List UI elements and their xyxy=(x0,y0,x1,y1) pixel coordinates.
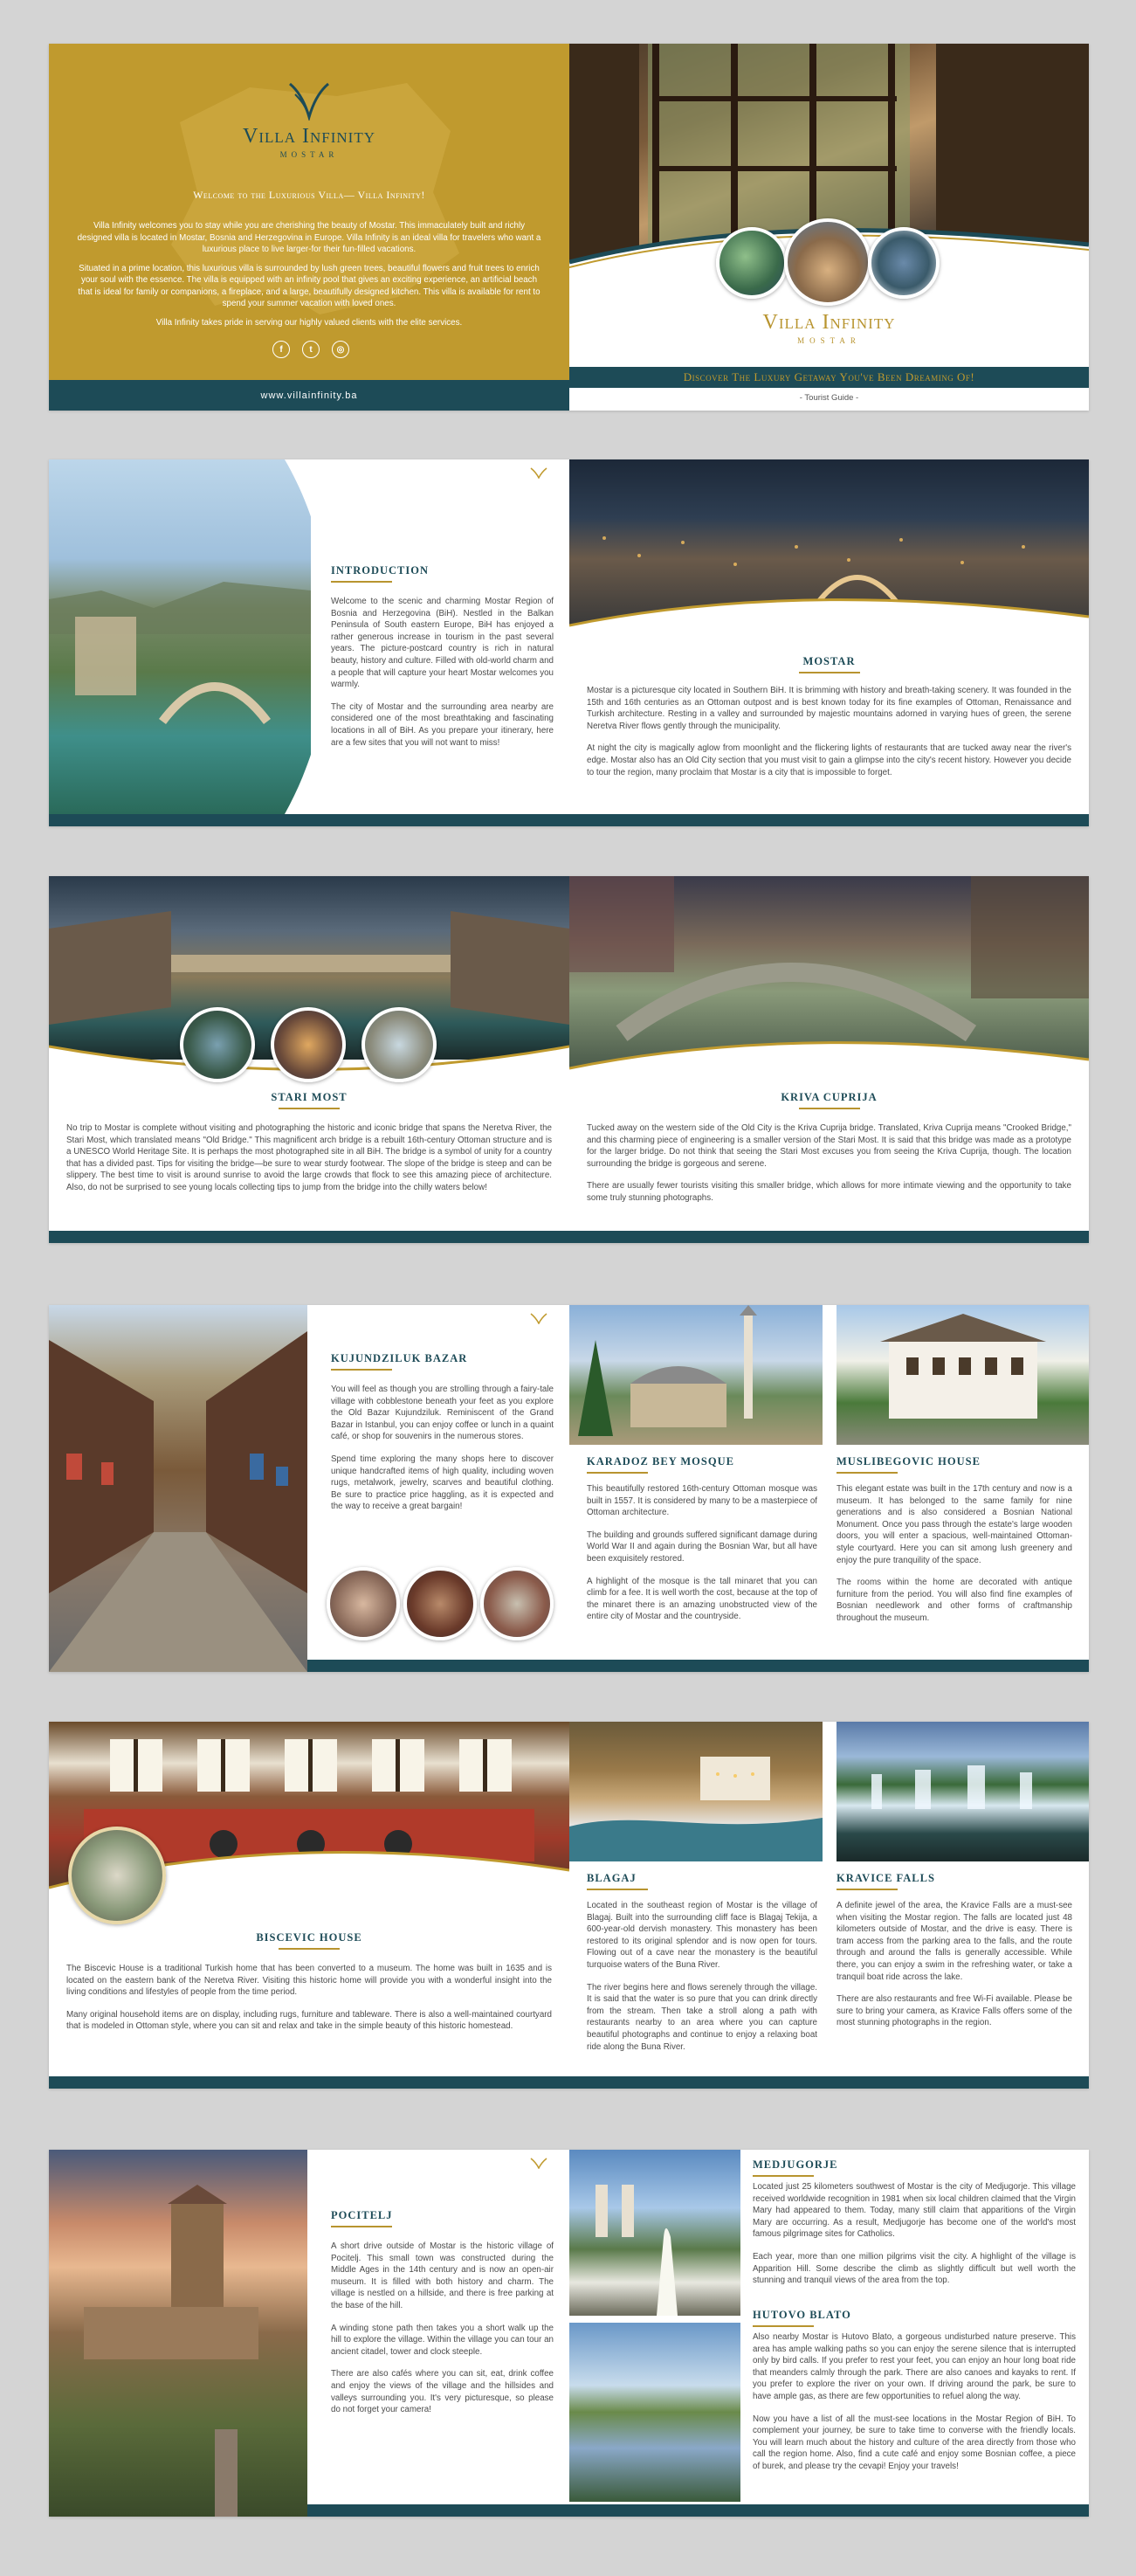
biscevic-title: BISCEVIC HOUSE xyxy=(49,1931,569,1950)
stari-most-circle-photo xyxy=(180,1007,255,1082)
muslibegovic-house-photo xyxy=(837,1305,1089,1445)
bazar-paragraph: Spend time exploring the many shops here to discover unique handcrafted items of high quality, including woven rugs, metalwork, jewelry, scarves and beautiful clothing. Be sure to practice price haggling, as it is expected and the way to receive a great bargain! xyxy=(331,1454,554,1512)
karadoz-title: KARADOZ BEY MOSQUE xyxy=(587,1455,734,1474)
biscevic-paragraph: The Biscevic House is a traditional Turkish home that has been converted to a museum. The home was built in 1635 and is located on the eastern bank of the Neretva River. Visiting this historic home will provide you with a wonderful insight into the living conditions and lifestyles of people from the time period. xyxy=(66,1964,552,1998)
bazar-street-photo xyxy=(49,1305,307,1672)
pocitelj-title: POCITELJ xyxy=(331,2209,393,2227)
intro-paragraph: The city of Mostar and the surrounding area nearby are considered one of the most breathtaking and fascinating locations in all of BiH. As you prepare your itinerary, here are a few sites that you will not want to miss! xyxy=(331,701,554,748)
brand-sub-large: MOSTAR xyxy=(797,336,861,345)
logo-icon xyxy=(529,2157,548,2169)
mostar-paragraph: At night the city is magically aglow from moonlight and the flickering lights of restaurants that are tucked away near the river's edge. Mostar also has an Old City section that you must visit to gain a glimpse into the city's recent history. However you decide to tour the region, many proclaim that Mostar is a city that is impossible to forget. xyxy=(587,743,1071,777)
cover-right-panel xyxy=(569,44,1089,411)
cover-brand-title xyxy=(569,311,1089,345)
blagaj-photo xyxy=(569,1722,823,1861)
stari-most-circle-photo xyxy=(361,1007,437,1082)
intro-paragraph: Welcome to the scenic and charming Mostar Region of Bosnia and Herzegovina (BiH). Nestled in the Balkan Peninsula of South eastern Europe, BiH has enjoyed a rather generous increase in tourism in the past several years. The picture-postcard country is rich in natural beauty, history and culture. Filled with old-world charm and a people that will capture your heart Mostar welcomes you warmly. xyxy=(331,597,554,690)
karadoz-mosque-photo xyxy=(569,1305,823,1445)
tagline: Discover The Luxury Getaway You've Been Dreaming Of! xyxy=(683,370,975,383)
karadoz-paragraph: The building and grounds suffered significant damage during World War II and again during the Bosnian War, but all have been exquisitely restored. xyxy=(587,1530,817,1564)
mostar-title: MOSTAR xyxy=(569,655,1089,673)
mostar-wave xyxy=(569,590,1089,634)
bazar-title: KUJUNDZILUK BAZAR xyxy=(331,1352,467,1371)
stari-most-text: No trip to Mostar is complete without visiting and photographing the historic and iconic bridge that spans the Neretva River, the Stari Most, which translated means "Old Bridge." This magnificent arch bridge is a rebuilt 16th-century Ottoman structure and is a UNESCO World Heritage Site. It is perhaps the most photographed site in all BiH. The bridge is a symbol of unity for a country that has a divided past. Tips for visiting the bridge—be sure to wear sturdy footwear. The slope of the bridge is steep and can be slippery. The best time to visit is around sunrise to avoid the large crowds that flock to see this amazing piece of architecture. Also, do not be surprised to see young locals collecting tips to jump from the bridge into the chilly waters below! xyxy=(66,1123,552,1192)
intro-spread xyxy=(49,459,1089,826)
biscevic-spread xyxy=(49,1722,1089,2089)
guide-label: - Tourist Guide - xyxy=(799,393,859,403)
muslibegovic-paragraph: The rooms within the home are decorated with antique furniture from the period. You will also find fine examples of Bosnian needlework and other forms of craftmanship throughout the museum. xyxy=(837,1578,1072,1623)
cover-circle-photo xyxy=(784,218,871,306)
website-link[interactable]: www.villainfinity.ba xyxy=(260,390,358,401)
bazar-paragraph: You will feel as though you are strolling through a fairy-tale village with cobblestone beneath your feet as you explore the Old Bazar Kujundziluk. Reminiscent of the Grand Bazar in Istanbul, you can enjoy coffee or lunch in a quaint café, or shop for souvenirs in the numerous stores. xyxy=(331,1385,554,1442)
muslibegovic-title: MUSLIBEGOVIC HOUSE xyxy=(837,1455,981,1474)
cover-circle-photo xyxy=(868,227,940,299)
footer-bar xyxy=(307,2504,1089,2517)
biscevic-text xyxy=(66,1963,552,2033)
bazar-text xyxy=(331,1384,554,1513)
social-icons xyxy=(272,341,349,358)
pocitelj-paragraph: A short drive outside of Mostar is the historic village of Pocitelj. This small town was constructed during the Middle Ages in the 14th century and is now an open-air museum. It is filled with both history and charm. The village is nestled on a hillside, and there is free parking at the base of the hill. xyxy=(331,2241,554,2310)
brand-sub: MOSTAR xyxy=(279,150,339,159)
bazar-circle-photo xyxy=(403,1567,477,1640)
karadoz-paragraph: A highlight of the mosque is the tall minaret that you can climb for a fee. It is well worth the cost, because at the top of the minaret there is an amazing unobstructed view of the entire city of Mostar and the countryside. xyxy=(587,1576,817,1622)
bazar-circle-photo xyxy=(327,1567,400,1640)
hutovo-paragraph: Now you have a list of all the must-see locations in the Mostar Region of BiH. To complement your journey, be sure to take time to converse with the friendly locals. You will learn much about the history and culture of the area directly from those who call the region home. Also, find a cute café and enjoy some Bosnian coffee, a piece of burek, and please try the cevapi! Enjoy your travels! xyxy=(753,2414,1076,2471)
footer-bar xyxy=(307,1660,1089,1672)
logo-icon xyxy=(529,1312,548,1324)
medjugorje-paragraph: Each year, more than one million pilgrims visit the city. A highlight of the village is Apparition Hill. Some describe the climb as slightly difficult but well worth the stunning and tranquil views of the area from the top. xyxy=(753,2251,1076,2286)
footer-bar xyxy=(49,1231,1089,1243)
kravice-text xyxy=(837,1900,1072,2029)
kravice-falls-photo xyxy=(837,1722,1089,1861)
stari-most-circle-photo xyxy=(271,1007,346,1082)
bazar-spread xyxy=(49,1305,1089,1672)
intro-text xyxy=(331,596,554,749)
pocitelj-photo xyxy=(49,2150,307,2517)
pocitelj-spread xyxy=(49,2150,1089,2517)
facebook-icon[interactable]: f xyxy=(272,341,290,358)
cover-left-panel xyxy=(49,44,569,411)
biscevic-circle-photo xyxy=(68,1827,166,1924)
logo-icon xyxy=(283,80,335,121)
karadoz-text xyxy=(587,1483,817,1623)
website-bar xyxy=(49,380,569,411)
hutovo-title: HUTOVO BLATO xyxy=(753,2309,851,2327)
blagaj-text xyxy=(587,1900,817,2053)
logo-icon xyxy=(529,466,548,479)
mostar-text xyxy=(587,685,1071,778)
kriva-paragraph: There are usually fewer tourists visiting this smaller bridge, which allows for more intimate viewing and the opportunity to take some truly stunning photographs. xyxy=(587,1181,1071,1203)
medjugorje-title: MEDJUGORJE xyxy=(753,2158,838,2177)
muslibegovic-paragraph: This elegant estate was built in the 17th century and now is a museum. It has belonged to the same family for nine generations and is also considered a Bosnian National Monument. Once you pass through the estate's large wooden doors, you will enter a spacious, well-maintained Ottoman-style courtyard. Here you can sit among lush greenery and enjoy the pure tranquility of the space. xyxy=(837,1484,1072,1565)
kriva-title: KRIVA CUPRIJA xyxy=(569,1091,1089,1109)
hutovo-paragraph: Also nearby Mostar is Hutovo Blato, a gorgeous undisturbed nature preserve. This area has ample walking paths so you can enjoy the serene silence that is interrupted only by bird calls. If you prefer to rest your feet, you can enjoy an hour long boat ride that meanders calmly through the park. There are also canoes and kayaks to rent. If you prefer to explore the river on your own. If driving around the park, be sure to have ample gas, as there are few opportunities to refuel along the way. xyxy=(753,2332,1076,2401)
bridges-right-wave xyxy=(569,1033,1089,1077)
footer-bar xyxy=(49,2076,1089,2089)
brand-name-large: Villa Infinity xyxy=(762,311,896,334)
instagram-icon[interactable]: ◎ xyxy=(332,341,349,358)
intro-title: INTRODUCTION xyxy=(331,564,429,583)
brand-name: Villa Infinity xyxy=(242,125,376,148)
kriva-paragraph: Tucked away on the western side of the Old City is the Kriva Cuprija bridge. Translated, Kriva Cuprija means "Crooked Bridge," and this charming piece of engineering is a smaller version of the Stari Most. It is said that this bridge was made as a prototype for the larger bridge. Do not think that seeing the Stari Most excuses you from seeing the Kriva Cuprija, though. The location surrounding the bridge is gorgeous and serene. xyxy=(587,1123,1071,1169)
cover-paragraph: Villa Infinity welcomes you to stay while you are cherishing the beauty of Mostar. This immaculately built and richly designed villa is located in Mostar, Bosnia and Herzegovina in Europe. Villa Infinity is an ideal villa for travelers who want a luxurious place to live larger-for their fun-filled vacations. xyxy=(77,221,541,254)
mostar-paragraph: Mostar is a picturesque city located in Southern BiH. It is brimming with history and breath-taking scenery. It was founded in the 15th and 16th centuries as an Ottoman outpost and is best known today for its fine examples of Ottoman, Renaissance and Turkish architecture. Resting in a valley and surrounded by majestic mountains adorned in varying hues of green, the serene Neretva River flows gently through the municipality. xyxy=(587,686,1071,731)
medjugorje-paragraph: Located just 25 kilometers southwest of Mostar is the city of Medjugorje. This village received worldwide recognition in 1981 when six local children claimed that the Virgin Mary had appeared to them. Today, many still claim that apparitions of the Virgin Mary are occurring. As a result, Medjugorje has become one of the world's most famous pilgrimage sites for Catholics. xyxy=(753,2182,1076,2240)
bridges-spread xyxy=(49,876,1089,1243)
pocitelj-paragraph: There are also cafés where you can sit, eat, drink coffee and enjoy the views of the village and the hillsides and valleys surrounding you. It's very picturesque, so please do not forget your camera! xyxy=(331,2369,554,2415)
biscevic-paragraph: Many original household items are on display, including rugs, furniture and tableware. There is also a well-maintained courtyard that is modeled in Ottoman style, where you can sit and relax and take in the simple beauty of this historic homestead. xyxy=(66,2009,552,2032)
kravice-title: KRAVICE FALLS xyxy=(837,1872,935,1890)
hutovo-text xyxy=(753,2331,1076,2473)
kriva-text xyxy=(587,1122,1071,1205)
medjugorje-text xyxy=(753,2181,1076,2287)
footer-bar xyxy=(49,814,1089,826)
pocitelj-paragraph: A winding stone path then takes you a short walk up the hill to explore the village. Within the village you can tour an ancient citadel, tower and clock steeple. xyxy=(331,2323,554,2357)
blagaj-paragraph: The river begins here and flows serenely through the village. It is said that the water is so pure that you can drink directly from the stream. Then take a stroll along a path with restaurants nearby to an area where you can capture beautiful photographs and continue to enjoy a relaxing boat ride along the Buna River. xyxy=(587,1982,817,2052)
bazar-circle-photo xyxy=(480,1567,554,1640)
pocitelj-text xyxy=(331,2241,554,2416)
curve-divider xyxy=(250,459,337,814)
kravice-paragraph: A definite jewel of the area, the Kravice Falls are a must-see when visiting the Mostar region. The falls are located just 48 kilometers outside of Mostar, and the drive is easy. There is tram access from the parking area to the falls, and the route through and around the falls is generally accessible. While there, you can enjoy a swim in the refreshing water, or take a tranquil boat ride across the lake. xyxy=(837,1901,1072,1982)
cover-brand-logo xyxy=(49,80,569,159)
cover-spread xyxy=(49,44,1089,411)
muslibegovic-text xyxy=(837,1483,1072,1625)
hutovo-blato-photo xyxy=(569,2323,740,2502)
welcome-heading: Welcome to the Luxurious Villa— Villa Infinity! xyxy=(193,189,425,201)
kravice-paragraph: There are also restaurants and free Wi-Fi available. Please be sure to bring your camera, as Kravice Falls offers some of the most stunning photographs in the region. xyxy=(837,1994,1072,2028)
twitter-icon[interactable]: t xyxy=(302,341,320,358)
cover-paragraph: Villa Infinity takes pride in serving our highly valued clients with the elite services. xyxy=(155,317,463,328)
cover-intro-text xyxy=(75,220,543,328)
tagline-bar xyxy=(569,367,1089,388)
medjugorje-photo xyxy=(569,2150,740,2316)
blagaj-paragraph: Located in the southeast region of Mostar is the village of Blagaj. Built into the surrounding cliff face is Blagaj Tekija, a 600-year-old dervish monastery. This monastery has been restored to its original splendor and is now open for tours. Flowing out of a cave near the monastery is the beautiful turquoise waters of the Buna River. xyxy=(587,1901,817,1970)
karadoz-paragraph: This beautifully restored 16th-century Ottoman mosque was built in 1557. It is considered by many to be a masterpiece of Ottoman architecture. xyxy=(587,1484,817,1518)
cover-circle-photo xyxy=(716,227,788,299)
blagaj-title: BLAGAJ xyxy=(587,1872,648,1890)
cover-paragraph: Situated in a prime location, this luxurious villa is surrounded by lush green trees, beautiful flowers and fruit trees to enrich your soul with the essence. The villa is equipped with an infinity pool that gives an exciting experience, an artificial beach that is ideal for family or companions, a fireplace, and a large, beautifully designed kitchen. This villa is available for rent to spend your summer vacation with loved ones. xyxy=(78,263,540,308)
stari-most-title: STARI MOST xyxy=(49,1091,569,1109)
